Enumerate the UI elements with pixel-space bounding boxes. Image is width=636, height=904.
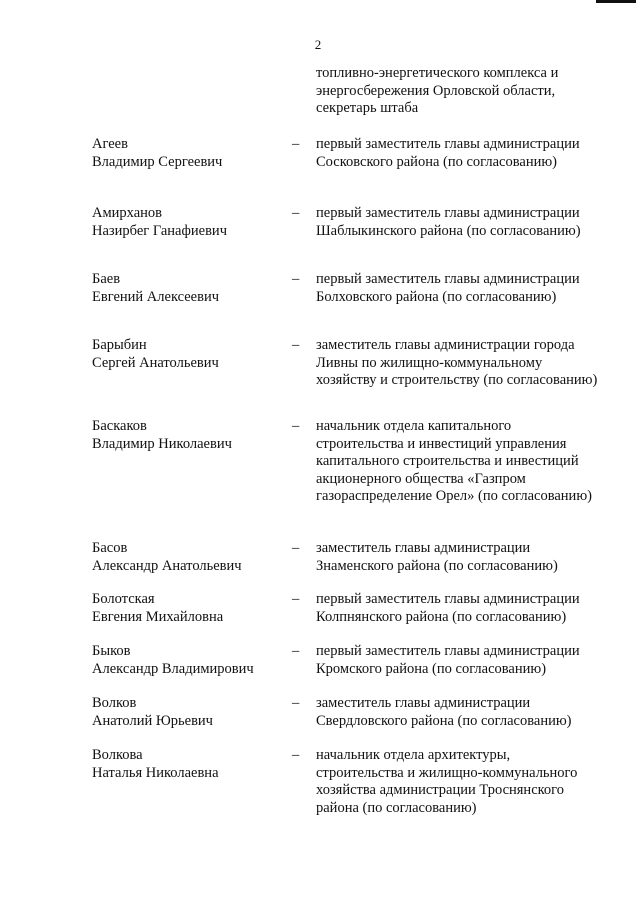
surname: Агеев xyxy=(92,136,128,152)
given-name: Наталья Николаевна xyxy=(92,764,219,781)
given-name: Евгений Алексеевич xyxy=(92,288,220,305)
given-name: Александр Анатольевич xyxy=(92,557,242,574)
member-name xyxy=(92,747,292,782)
position-text: первый заместитель главы администрации Кромского района (по согласованию) xyxy=(316,643,580,677)
surname: Барыбин xyxy=(92,337,147,353)
surname: Баев xyxy=(92,271,121,287)
given-name: Сергей Анатольевич xyxy=(92,354,219,371)
position-text: первый заместитель главы администрации Сосковского района (по согласованию) xyxy=(316,136,580,170)
member-name xyxy=(92,418,292,453)
dash: – xyxy=(292,271,300,287)
position-text: начальник отдела капитального строительства и инвестиций управления капитального строительства и инвестиций акционерного общества «Газпром газораспределение Орел» (по согласованию) xyxy=(316,418,592,504)
position-text: первый заместитель главы администрации Болховского района (по согласованию) xyxy=(316,271,580,305)
member-name xyxy=(92,205,292,240)
dash: – xyxy=(292,540,300,556)
given-name: Александр Владимирович xyxy=(92,660,254,677)
dash: – xyxy=(292,695,300,711)
dash: – xyxy=(292,643,300,659)
page-number: 2 xyxy=(314,37,322,52)
position-text: первый заместитель главы администрации Колпнянского района (по согласованию) xyxy=(316,591,580,625)
given-name: Владимир Сергеевич xyxy=(92,153,223,170)
position-text: начальник отдела архитектуры, строительства и жилищно-коммунального хозяйства администрации Троснянского района (по согласованию) xyxy=(316,747,578,816)
dash: – xyxy=(292,591,300,607)
dash: – xyxy=(292,747,300,763)
surname: Баскаков xyxy=(92,418,147,434)
surname: Быков xyxy=(92,643,131,659)
dash: – xyxy=(292,337,300,353)
dash: – xyxy=(292,136,300,152)
corner-mark xyxy=(596,0,636,3)
member-name xyxy=(92,337,292,372)
surname: Волкова xyxy=(92,747,143,763)
member-name xyxy=(92,540,292,575)
given-name: Назирбег Ганафиевич xyxy=(92,222,227,239)
member-name xyxy=(92,271,292,306)
dash: – xyxy=(292,418,300,434)
continuation-text: топливно-энергетического комплекса и энергосбережения Орловской области, секретарь штаба xyxy=(316,65,559,116)
position-text: первый заместитель главы администрации Шаблыкинского района (по согласованию) xyxy=(316,205,581,239)
given-name: Владимир Николаевич xyxy=(92,435,232,452)
surname: Басов xyxy=(92,540,128,556)
surname: Волков xyxy=(92,695,137,711)
surname: Болотская xyxy=(92,591,155,607)
surname: Амирханов xyxy=(92,205,163,221)
member-name xyxy=(92,643,292,678)
position-text: заместитель главы администрации Знаменского района (по согласованию) xyxy=(316,540,558,574)
position-text: заместитель главы администрации Свердловского района (по согласованию) xyxy=(316,695,572,729)
given-name: Евгения Михайловна xyxy=(92,608,224,625)
member-name xyxy=(92,695,292,730)
member-name xyxy=(92,591,292,626)
dash: – xyxy=(292,205,300,221)
member-name xyxy=(92,136,292,171)
given-name: Анатолий Юрьевич xyxy=(92,712,213,729)
position-text: заместитель главы администрации города Ливны по жилищно-коммунальному хозяйству и строительству (по согласованию) xyxy=(316,337,598,388)
